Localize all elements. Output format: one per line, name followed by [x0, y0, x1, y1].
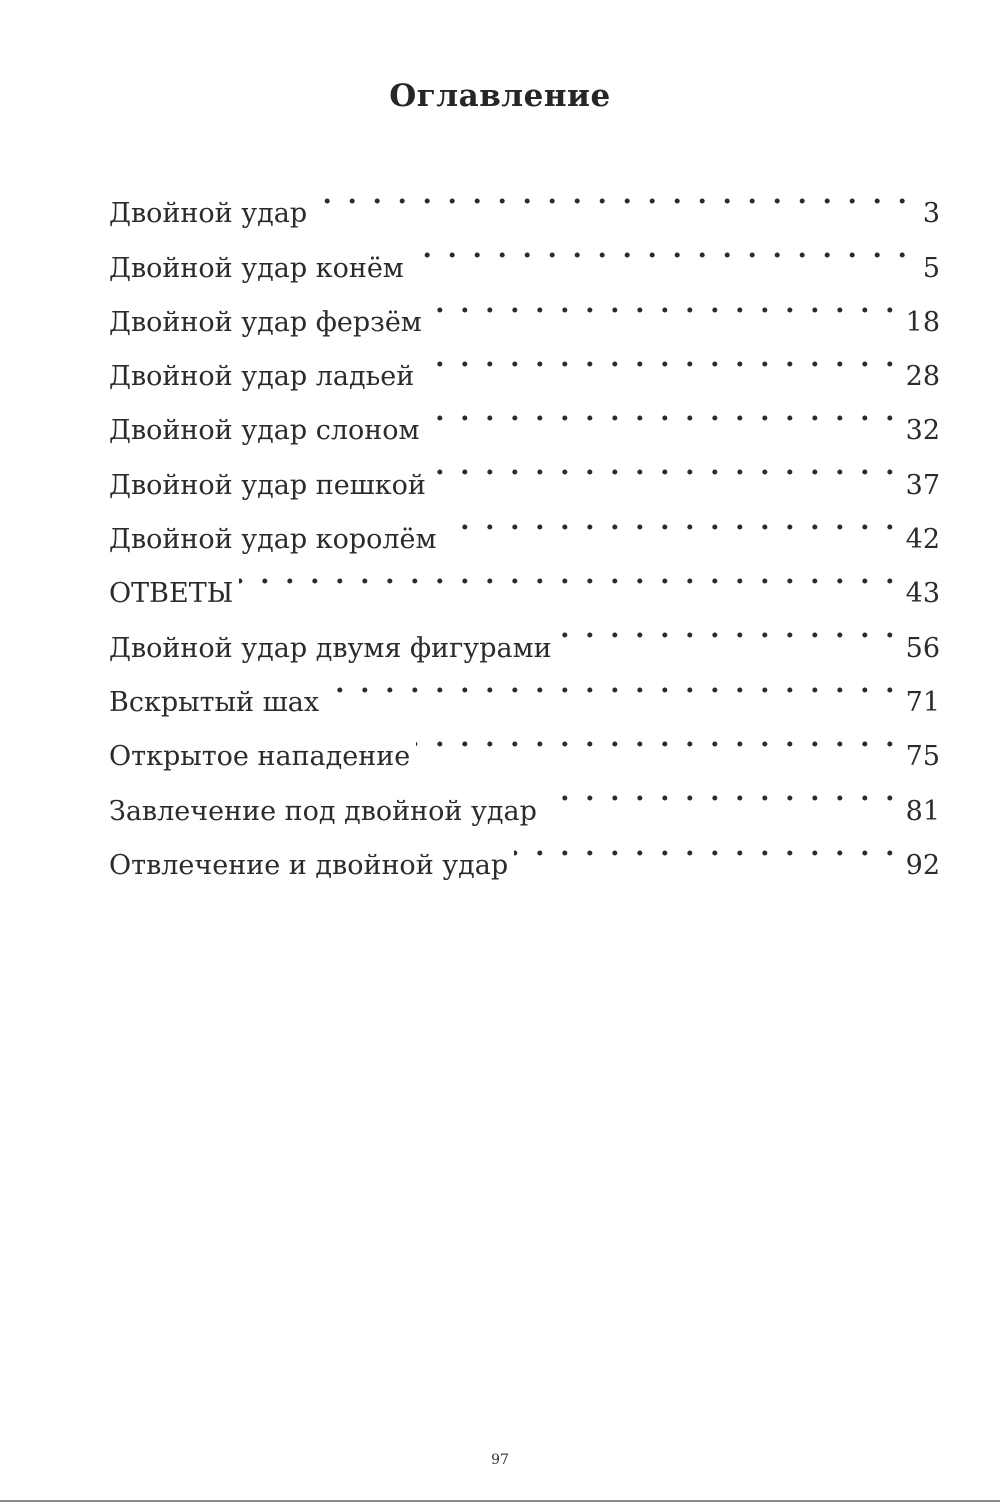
toc-entry-page: 3	[910, 187, 940, 241]
dot-leader	[420, 331, 897, 385]
toc-entry-page: 92	[898, 839, 940, 893]
toc-entry-title: Двойной удар пешкой	[109, 459, 432, 513]
toc-entry-page: 28	[898, 350, 940, 404]
toc-entry-title: Двойной удар конём	[109, 242, 410, 296]
toc-entry-title: Завлечение под двойной удар	[109, 785, 543, 839]
dot-leader	[432, 439, 898, 493]
toc-entry-title: Двойной удар	[109, 187, 313, 241]
dot-leader	[514, 820, 897, 874]
toc-entry-title: Двойной удар слоном	[109, 404, 426, 458]
dot-leader	[443, 494, 898, 548]
toc-entry-page: 32	[898, 404, 940, 458]
toc-entry-page: 81	[898, 785, 940, 839]
dot-leader	[416, 711, 897, 765]
toc-entry-page: 56	[898, 622, 940, 676]
page-number: 97	[491, 1452, 509, 1468]
dot-leader	[428, 277, 898, 331]
dot-leader	[313, 168, 910, 222]
dot-leader	[426, 385, 898, 439]
toc-entry[interactable]	[109, 168, 940, 230]
toc-entry-title: Отвлечение и двойной удар	[109, 839, 514, 893]
toc-entry-title: Открытое нападение	[109, 730, 416, 784]
page-title: Оглавление	[389, 78, 611, 114]
dot-leader	[410, 222, 910, 276]
dot-leader	[558, 602, 898, 656]
toc-entry-title: ОТВЕТЫ	[109, 567, 239, 621]
toc-entry-title: Двойной удар ферзём	[109, 296, 428, 350]
toc-entry-page: 42	[898, 513, 940, 567]
toc-entry-page: 18	[898, 296, 940, 350]
toc-entry-title: Двойной удар ладьей	[109, 350, 420, 404]
toc-entry-title: Двойной удар двумя фигурами	[109, 622, 558, 676]
toc-entry-page: 43	[898, 567, 940, 621]
toc-entry-page: 37	[898, 459, 940, 513]
toc-entry-page: 5	[910, 242, 940, 296]
toc-entry-page: 75	[898, 730, 940, 784]
toc-entry-title: Двойной удар королём	[109, 513, 443, 567]
toc-entry-title: Вскрытый шах	[109, 676, 325, 730]
table-of-contents	[109, 168, 940, 881]
dot-leader	[543, 765, 898, 819]
bottom-rule	[0, 1500, 1000, 1502]
toc-entry-page: 71	[898, 676, 940, 730]
